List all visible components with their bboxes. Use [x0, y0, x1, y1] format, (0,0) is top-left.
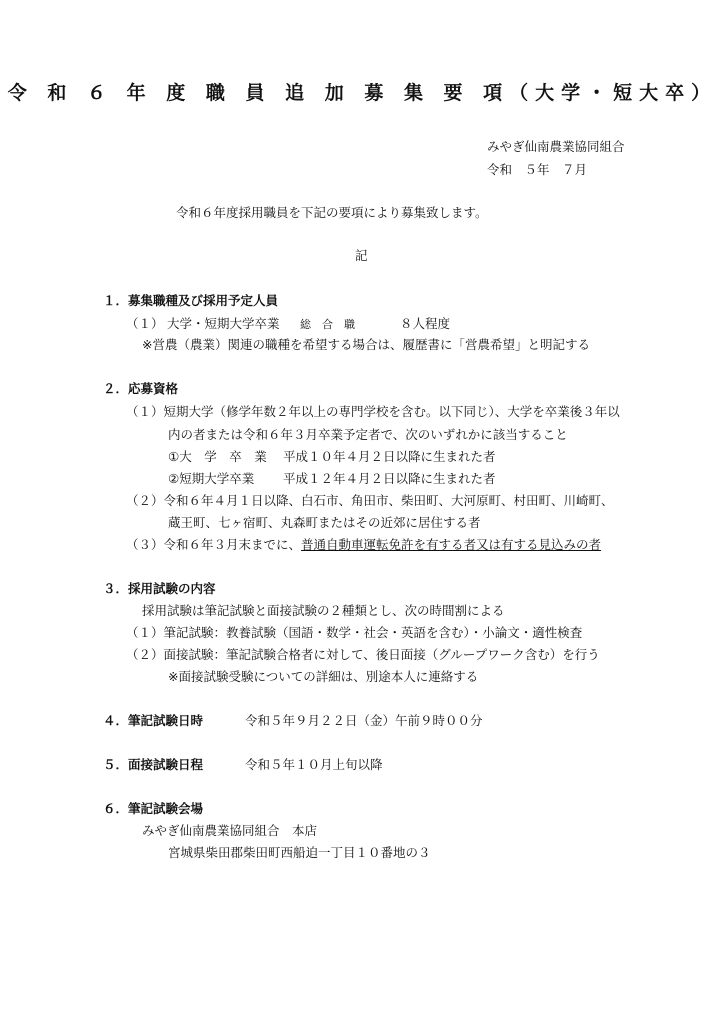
section-2-item-1-line-1: （１）短期大学（修学年数２年以上の専門学校を含む。以下同じ）、大学を卒業後３年以	[126, 404, 620, 419]
section-6-heading: ６．筆記試験会場	[103, 801, 204, 816]
section-3-intro: 採用試験は筆記試験と面接試験の２種類とし、次の時間割による	[142, 603, 505, 618]
section-1-item-text: 大学・短期大学卒業	[167, 316, 280, 331]
section-1-count: ８人程度	[400, 316, 451, 331]
section-4-value: 令和５年９月２２日（金）午前９時００分	[245, 713, 483, 728]
section-1-item-num: （１）	[126, 316, 164, 331]
section-2-sub-1-text: 平成１０年４月２日以降に生まれた者	[283, 449, 496, 464]
issuer-name: みやぎ仙南農業協同組合	[487, 139, 625, 154]
intro-text: 令和６年度採用職員を下記の要項により募集致します。	[176, 205, 488, 220]
section-4-heading: ４．筆記試験日時	[103, 713, 204, 728]
section-3-item-1: （１）筆記試験：教養試験（国語・数学・社会・英語を含む）・小論文・適性検査	[126, 625, 583, 640]
section-6-address: 宮城県柴田郡柴田町西船迫一丁目１０番地の３	[168, 845, 431, 860]
section-2-sub-1-label: ①大 学 卒 業	[168, 449, 267, 464]
section-6-venue: みやぎ仙南農業協同組合 本店	[142, 823, 318, 838]
ki-mark: 記	[355, 248, 368, 263]
section-1-note: ※営農（農業）関連の職種を希望する場合は、履歴書に「営農希望」と明記する	[142, 337, 590, 352]
section-2-sub-2-label: ②短期大学卒業	[168, 471, 255, 486]
section-5-value: 令和５年１０月上旬以降	[245, 757, 383, 772]
section-2-item-2-line-1: （２）令和６年４月１日以降、白石市、角田市、柴田町、大河原町、村田町、川崎町、	[126, 493, 614, 508]
section-2-item-3	[126, 537, 601, 553]
section-2-item-3-underlined: 普通自動車運転免許を有する者又は有する見込みの者	[301, 537, 602, 552]
section-2-item-2-line-2: 蔵王町、七ヶ宿町、丸森町またはその近郊に居住する者	[168, 515, 481, 530]
section-3-note: ※面接試験受験についての詳細は、別途本人に連絡する	[168, 669, 479, 684]
section-2-item-3-prefix: （３）令和６年３月末までに、	[126, 537, 302, 552]
section-1-heading: １．募集職種及び採用予定人員	[103, 293, 279, 308]
section-5-heading: ５．面接試験日程	[103, 757, 204, 772]
section-3-heading: ３．採用試験の内容	[103, 581, 216, 596]
section-1-job-type: 総 合 職	[300, 318, 355, 331]
section-2-heading: ２．応募資格	[103, 381, 179, 396]
section-3-item-2: （２）面接試験：筆記試験合格者に対して、後日面接（グループワーク含む）を行う	[126, 647, 600, 662]
document-title: 令 和 ６ 年 度 職 員 追 加 募 集 要 項（大学・短大卒）	[7, 82, 718, 104]
section-2-item-1-line-2: 内の者または令和６年３月卒業予定者で、次のいずれかに該当すること	[168, 427, 568, 442]
section-2-sub-2-text: 平成１２年４月２日以降に生まれた者	[283, 471, 496, 486]
issue-date: 令和 ５年 ７月	[487, 162, 588, 177]
